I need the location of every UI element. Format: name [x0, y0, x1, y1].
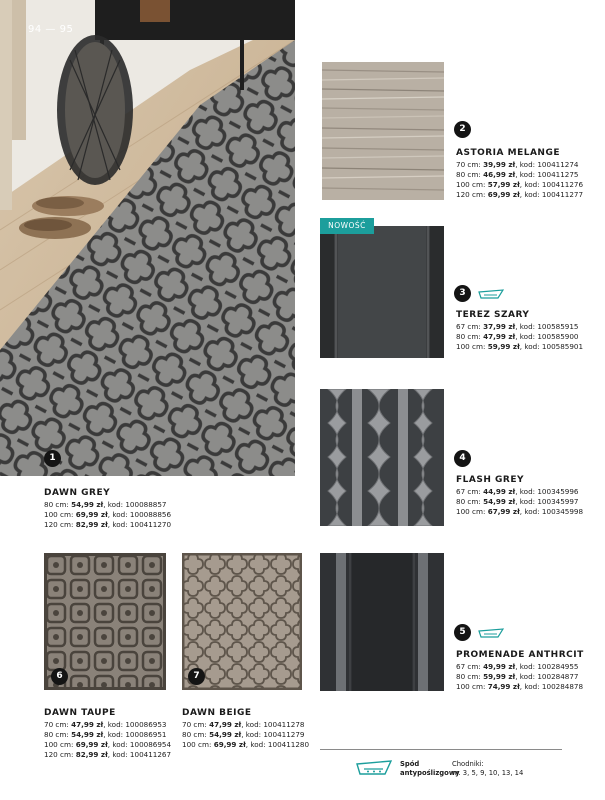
price-line: 70 cm: 47,99 zł, kod: 100411278 [182, 720, 305, 729]
price-line: 100 cm: 57,99 zł, kod: 100411276 [456, 180, 584, 189]
product-name: PROMENADE ANTHRCIT [456, 650, 584, 660]
product-number-badge: 3 [454, 285, 471, 302]
price-line: 80 cm: 54,99 zł, kod: 100345997 [456, 497, 579, 506]
new-badge: NOWOŚĆ [320, 218, 374, 234]
runners-reference: Chodniki: nr. 3, 5, 9, 10, 13, 14 [452, 760, 524, 777]
price-line: 100 cm: 69,99 zł, kod: 100086954 [44, 740, 172, 749]
product-name: DAWN TAUPE [44, 708, 116, 718]
product-name: DAWN BEIGE [182, 708, 252, 718]
non-slip-backing-icon [356, 760, 392, 776]
price-line: 120 cm: 82,99 zł, kod: 100411267 [44, 750, 172, 759]
product-info-dawn-taupe [44, 708, 171, 760]
price-line: 80 cm: 54,99 zł, kod: 100086951 [44, 730, 167, 739]
price-line: 120 cm: 82,99 zł, kod: 100411270 [44, 520, 172, 529]
price-line: 100 cm: 59,99 zł, kod: 100585901 [456, 342, 584, 351]
product-number-badge: 4 [454, 450, 471, 467]
price-line: 80 cm: 47,99 zł, kod: 100585900 [456, 332, 579, 341]
price-line: 100 cm: 69,99 zł, kod: 100088856 [44, 510, 172, 519]
rug-image-astoria-melange [322, 62, 444, 200]
product-info-dawn-grey [44, 488, 171, 530]
non-slip-backing-icon [478, 628, 504, 638]
price-line: 67 cm: 37,99 zł, kod: 100585915 [456, 322, 579, 331]
price-line: 100 cm: 69,99 zł, kod: 100411280 [182, 740, 310, 749]
product-info-flash-grey [456, 475, 583, 517]
footer-divider [320, 749, 562, 750]
price-line: 80 cm: 54,99 zł, kod: 100088857 [44, 500, 167, 509]
product-number-badge: 5 [454, 624, 471, 641]
rug-image-promenade-anthracite [320, 553, 444, 691]
rug-image-terez-szary [320, 226, 444, 358]
price-line: 70 cm: 39,99 zł, kod: 100411274 [456, 160, 579, 169]
page-numbers: 94 — 95 [28, 24, 74, 35]
price-line: 120 cm: 69,99 zł, kod: 100411277 [456, 190, 584, 199]
product-info-terez-szary [456, 310, 583, 352]
price-line: 67 cm: 44,99 zł, kod: 100345996 [456, 487, 579, 496]
hero-room-photo [0, 0, 295, 476]
product-name: FLASH GREY [456, 475, 524, 485]
price-line: 80 cm: 46,99 zł, kod: 100411275 [456, 170, 579, 179]
product-number-badge: 7 [188, 668, 205, 685]
price-line: 80 cm: 59,99 zł, kod: 100284877 [456, 672, 579, 681]
non-slip-backing-label: Spód antypoślizgowy [400, 760, 460, 777]
price-line: 67 cm: 49,99 zł, kod: 100284955 [456, 662, 579, 671]
product-info-dawn-beige [182, 708, 309, 750]
product-name: DAWN GREY [44, 488, 111, 498]
product-name: ASTORIA MELANGE [456, 148, 560, 158]
product-info-promenade-anthracite [456, 650, 584, 692]
product-name: TEREZ SZARY [456, 310, 530, 320]
product-number-badge: 6 [51, 668, 68, 685]
price-line: 70 cm: 47,99 zł, kod: 100086953 [44, 720, 167, 729]
rug-image-flash-grey [320, 389, 444, 526]
product-number-badge: 2 [454, 121, 471, 138]
price-line: 80 cm: 54,99 zł, kod: 100411279 [182, 730, 305, 739]
product-number-badge: 1 [44, 450, 61, 467]
product-info-astoria-melange [456, 148, 583, 200]
price-line: 100 cm: 74,99 zł, kod: 100284878 [456, 682, 584, 691]
non-slip-backing-icon [478, 289, 504, 299]
price-line: 100 cm: 67,99 zł, kod: 100345998 [456, 507, 584, 516]
